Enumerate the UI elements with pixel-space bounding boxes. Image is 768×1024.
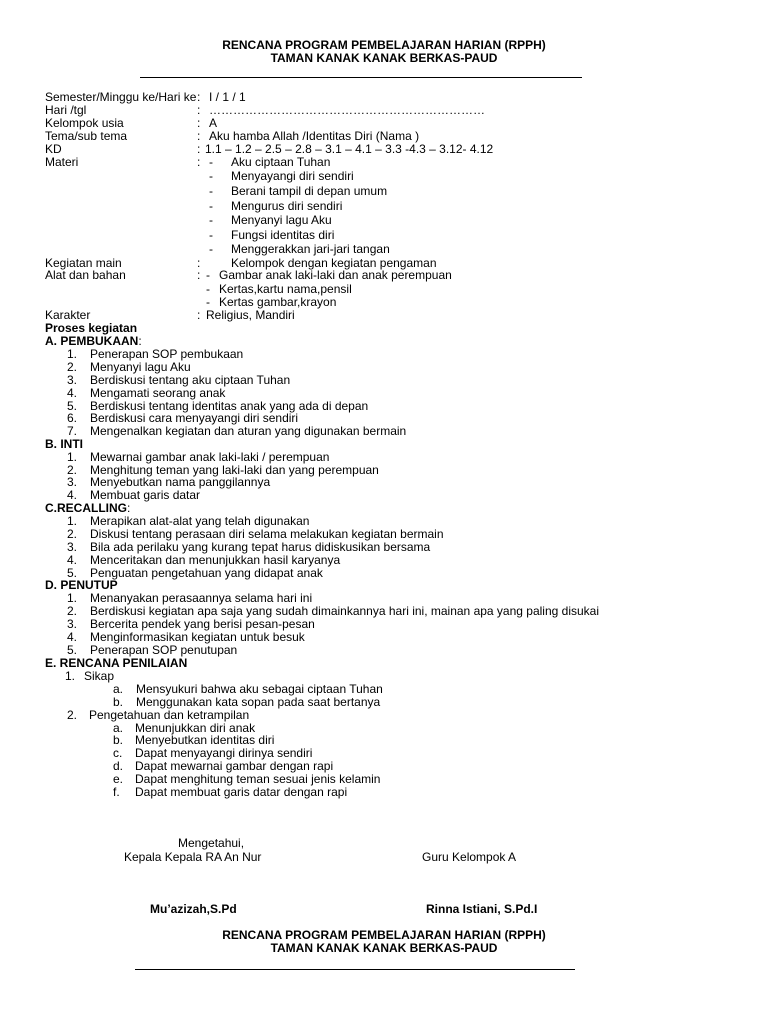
info-label: Semester/Minggu ke/Hari ke xyxy=(45,90,197,104)
materi-label: Materi xyxy=(45,155,79,169)
header-rule xyxy=(140,77,582,78)
list-number: 4. xyxy=(67,386,78,400)
penilaian-group-title: Sikap xyxy=(84,669,115,683)
list-number: 2. xyxy=(67,527,78,541)
left-signer-name: Mu’azizah,S.Pd xyxy=(150,902,237,916)
list-number: 3. xyxy=(67,373,78,387)
info-label: Tema/sub tema xyxy=(45,129,128,143)
sub-letter: a. xyxy=(113,721,124,735)
list-number: 4. xyxy=(67,630,78,644)
info-colon: : xyxy=(197,142,201,156)
list-item: Berdiskusi kegiatan apa saja yang sudah dimainkannya hari ini, mainan apa yang paling disukai xyxy=(90,604,599,618)
penilaian-group-title: Pengetahuan dan ketrampilan xyxy=(89,708,250,722)
sub-item: Dapat membuat garis datar dengan rapi xyxy=(135,785,348,799)
sub-letter: e. xyxy=(113,772,124,786)
materi-dash: - xyxy=(209,155,213,169)
alat-colon: : xyxy=(197,268,201,282)
footer-title: RENCANA PROGRAM PEMBELAJARAN HARIAN (RPPH) xyxy=(222,928,546,942)
list-number: 5. xyxy=(67,566,78,580)
info-label: Kelompok usia xyxy=(45,116,124,130)
list-item: Diskusi tentang perasaan diri selama melakukan kegiatan bermain xyxy=(90,527,444,541)
materi-dash: - xyxy=(209,184,213,198)
sub-item: Menyebutkan identitas diri xyxy=(135,733,275,747)
materi-item: Berani tampil di depan umum xyxy=(231,184,388,198)
sub-letter: f. xyxy=(113,785,120,799)
page-title: RENCANA PROGRAM PEMBELAJARAN HARIAN (RPPH) xyxy=(222,38,546,52)
materi-item: Mengurus diri sendiri xyxy=(231,199,343,213)
info-value: …………………………………………………………… xyxy=(209,103,485,117)
list-item: Menghitung teman yang laki-laki dan yang perempuan xyxy=(90,463,379,477)
list-item: Menyanyi lagu Aku xyxy=(90,360,191,374)
proses-heading: Proses kegiatan xyxy=(45,321,138,335)
alat-dash: - xyxy=(206,295,210,309)
recalling-colon: : xyxy=(127,501,131,515)
materi-dash: - xyxy=(209,242,213,256)
materi-item: Fungsi identitas diri xyxy=(231,228,335,242)
list-number: 6. xyxy=(67,411,78,425)
list-number: 7. xyxy=(67,424,78,438)
penilaian-group-number: 1. xyxy=(65,669,76,683)
list-item: Berdiskusi tentang identitas anak yang ada di depan xyxy=(90,399,369,413)
list-number: 3. xyxy=(67,540,78,554)
list-item: Penguatan pengetahuan yang didapat anak xyxy=(90,566,323,580)
info-value: 1.1 – 1.2 – 2.5 – 2.8 – 3.1 – 4.1 – 3.3 -4.3 – 3.12- 4.12 xyxy=(205,142,494,156)
list-number: 4. xyxy=(67,488,78,502)
list-item: Bercerita pendek yang berisi pesan-pesan xyxy=(90,617,315,631)
info-colon: : xyxy=(197,103,201,117)
list-number: 1. xyxy=(67,514,78,528)
penilaian-group-number: 2. xyxy=(67,708,78,722)
left-signer-role: Kepala Kepala RA An Nur xyxy=(124,850,262,864)
penutup-heading: D. PENUTUP xyxy=(45,578,118,592)
list-item: Penerapan SOP penutupan xyxy=(90,643,238,657)
recalling-heading-text: C.RECALLING xyxy=(45,501,127,515)
list-number: 4. xyxy=(67,553,78,567)
list-number: 1. xyxy=(67,347,78,361)
recalling-heading xyxy=(45,501,130,515)
list-number: 5. xyxy=(67,399,78,413)
alat-item: Kertas,kartu nama,pensil xyxy=(219,282,352,296)
karakter-label: Karakter xyxy=(45,308,91,322)
list-item: Berdiskusi cara menyayangi diri sendiri xyxy=(90,411,299,425)
page-subtitle: TAMAN KANAK KANAK BERKAS-PAUD xyxy=(270,51,498,65)
alat-dash: - xyxy=(206,282,210,296)
list-number: 3. xyxy=(67,617,78,631)
info-colon: : xyxy=(197,129,201,143)
alat-item: Kertas gambar,krayon xyxy=(219,295,337,309)
list-number: 2. xyxy=(67,463,78,477)
materi-dash: - xyxy=(209,199,213,213)
list-number: 1. xyxy=(67,591,78,605)
sub-item: Menggunakan kata sopan pada saat bertanya xyxy=(136,695,381,709)
sub-letter: d. xyxy=(113,759,124,773)
footer-rule xyxy=(135,969,575,970)
info-colon: : xyxy=(197,90,201,104)
list-item: Menyebutkan nama panggilannya xyxy=(90,475,271,489)
footer-subtitle: TAMAN KANAK KANAK BERKAS-PAUD xyxy=(270,941,498,955)
list-item: Membuat garis datar xyxy=(90,488,201,502)
alat-dash: - xyxy=(206,268,210,282)
materi-item: Aku ciptaan Tuhan xyxy=(231,155,331,169)
materi-dash: - xyxy=(209,228,213,242)
right-signer-name: Rinna Istiani, S.Pd.I xyxy=(426,902,538,916)
right-signer-role: Guru Kelompok A xyxy=(422,850,517,864)
list-number: 1. xyxy=(67,450,78,464)
info-colon: : xyxy=(197,116,201,130)
pembukaan-heading-text: A. PEMBUKAAN xyxy=(45,334,139,348)
sub-item: Mensyukuri bahwa aku sebagai ciptaan Tuhan xyxy=(136,682,383,696)
info-label: KD xyxy=(45,142,62,156)
info-value: Aku hamba Allah /Identitas Diri (Nama ) xyxy=(209,129,420,143)
list-item: Mewarnai gambar anak laki-laki / perempuan xyxy=(90,450,330,464)
list-number: 2. xyxy=(67,360,78,374)
list-item: Mengamati seorang anak xyxy=(90,386,226,400)
sub-item: Dapat menghitung teman sesuai jenis kelamin xyxy=(135,772,381,786)
list-item: Menanyakan perasaannya selama hari ini xyxy=(90,591,313,605)
pembukaan-heading xyxy=(45,334,142,348)
list-item: Bila ada perilaku yang kurang tepat harus didiskusikan bersama xyxy=(90,540,431,554)
list-item: Penerapan SOP pembukaan xyxy=(90,347,244,361)
materi-item: Menyanyi lagu Aku xyxy=(231,213,332,227)
info-value: I / 1 / 1 xyxy=(209,90,246,104)
kegiatan-main-value: Kelompok dengan kegiatan pengaman xyxy=(231,256,437,270)
karakter-colon: : xyxy=(197,308,201,322)
info-value: A xyxy=(209,116,218,130)
kegiatan-main-colon: : xyxy=(197,256,201,270)
sub-letter: b. xyxy=(113,695,124,709)
mengetahui-label: Mengetahui, xyxy=(178,836,245,850)
pembukaan-colon: : xyxy=(138,334,142,348)
sub-item: Dapat mewarnai gambar dengan rapi xyxy=(135,759,334,773)
karakter-value: Religius, Mandiri xyxy=(206,308,295,322)
list-number: 3. xyxy=(67,475,78,489)
sub-letter: a. xyxy=(113,682,124,696)
penilaian-heading: E. RENCANA PENILAIAN xyxy=(45,656,188,670)
kegiatan-main-label: Kegiatan main xyxy=(45,256,122,270)
list-item: Menceritakan dan menunjukkan hasil karyanya xyxy=(90,553,341,567)
sub-item: Dapat menyayangi dirinya sendiri xyxy=(135,746,313,760)
materi-item: Menyayangi diri sendiri xyxy=(231,169,354,183)
materi-dash: - xyxy=(209,213,213,227)
list-item: Berdiskusi tentang aku ciptaan Tuhan xyxy=(90,373,291,387)
sub-letter: b. xyxy=(113,733,124,747)
sub-item: Menunjukkan diri anak xyxy=(135,721,256,735)
sub-letter: c. xyxy=(113,746,123,760)
list-number: 5. xyxy=(67,643,78,657)
alat-label: Alat dan bahan xyxy=(45,268,126,282)
alat-item: Gambar anak laki-laki dan anak perempuan xyxy=(219,268,452,282)
list-item: Mengenalkan kegiatan dan aturan yang digunakan bermain xyxy=(90,424,407,438)
materi-dash: - xyxy=(209,169,213,183)
list-number: 2. xyxy=(67,604,78,618)
materi-item: Menggerakkan jari-jari tangan xyxy=(231,242,390,256)
list-item: Merapikan alat-alat yang telah digunakan xyxy=(90,514,310,528)
materi-colon: : xyxy=(197,155,201,169)
list-item: Menginformasikan kegiatan untuk besuk xyxy=(90,630,305,644)
inti-heading: B. INTI xyxy=(45,437,83,451)
info-label: Hari /tgl xyxy=(45,103,87,117)
